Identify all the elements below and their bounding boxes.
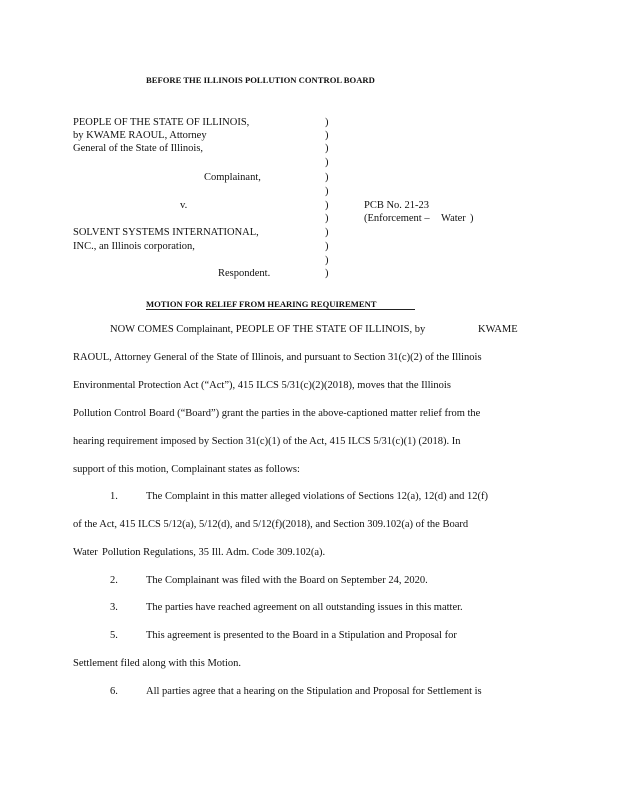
para-1-line-3-word: Water [73,547,98,558]
para-2-number: 2. [110,575,118,586]
caption-paren: ) [325,213,329,224]
caption-paren: ) [325,130,329,141]
intro-line-6: support of this motion, Complainant states as follows: [73,464,300,475]
caption-paren: ) [325,268,329,279]
para-3-number: 3. [110,602,118,613]
caption-paren: ) [325,255,329,266]
para-1-line-3: Pollution Regulations, 35 Ill. Adm. Code 309.102(a). [102,547,326,558]
para-1-line-1: The Complaint in this matter alleged violations of Sections 12(a), 12(d) and 12(f) [146,491,489,502]
defendant-line-1: SOLVENT SYSTEMS INTERNATIONAL, [73,227,259,238]
caption-paren: ) [325,200,329,211]
plaintiff-line-3: General of the State of Illinois, [73,143,204,154]
intro-line-5: hearing requirement imposed by Section 31(c)(1) of the Act, 415 ILCS 5/31(c)(1) (2018). In [73,436,461,447]
case-number: PCB No. 21-23 [364,200,430,211]
intro-line-2: RAOUL, Attorney General of the State of Illinois, and pursuant to Section 31(c)(2) of the Illinois [73,352,482,363]
para-5-line-2: Settlement filed along with this Motion. [73,658,241,669]
motion-title: MOTION FOR RELIEF FROM HEARING REQUIREMENT [146,299,377,309]
intro-line-1: NOW COMES Complainant, PEOPLE OF THE STATE OF ILLINOIS, by [110,324,426,335]
para-1-line-2: of the Act, 415 ILCS 5/12(a), 5/12(d), and 5/12(f)(2018), and Section 309.102(a) of the Board [73,519,469,530]
versus-label: v. [180,200,188,211]
caption-paren: ) [325,172,329,183]
caption-paren: ) [325,241,329,252]
para-5-number: 5. [110,630,118,641]
para-3-text: The parties have reached agreement on all outstanding issues in this matter. [146,602,463,613]
intro-line-3: Environmental Protection Act (“Act”), 415 ILCS 5/31(c)(2)(2018), moves that the Illinois [73,380,451,391]
board-title: BEFORE THE ILLINOIS POLLUTION CONTROL BOARD [146,75,375,85]
case-type-water: Water [441,213,466,224]
caption-paren: ) [325,157,329,168]
caption-paren: ) [325,186,329,197]
para-2-text: The Complainant was filed with the Board on September 24, 2020. [146,575,428,586]
case-type-close: ) [470,213,474,224]
respondent-label: Respondent. [218,268,271,279]
caption-paren: ) [325,117,329,128]
complainant-label: Complainant, [204,172,261,183]
defendant-line-2: INC., an Illinois corporation, [73,241,195,252]
plaintiff-line-1: PEOPLE OF THE STATE OF ILLINOIS, [73,117,250,128]
intro-line-1-right: KWAME [478,324,518,335]
caption-paren: ) [325,227,329,238]
para-6-line-1: All parties agree that a hearing on the Stipulation and Proposal for Settlement is [146,686,482,697]
para-6-number: 6. [110,686,118,697]
title-underline [146,309,415,310]
case-type-open: (Enforcement – [364,213,430,224]
para-5-line-1: This agreement is presented to the Board in a Stipulation and Proposal for [146,630,457,641]
intro-line-4: Pollution Control Board (“Board”) grant the parties in the above-captioned matter relief from the [73,408,481,419]
plaintiff-line-2: by KWAME RAOUL, Attorney [73,130,207,141]
para-1-number: 1. [110,491,118,502]
caption-paren: ) [325,143,329,154]
